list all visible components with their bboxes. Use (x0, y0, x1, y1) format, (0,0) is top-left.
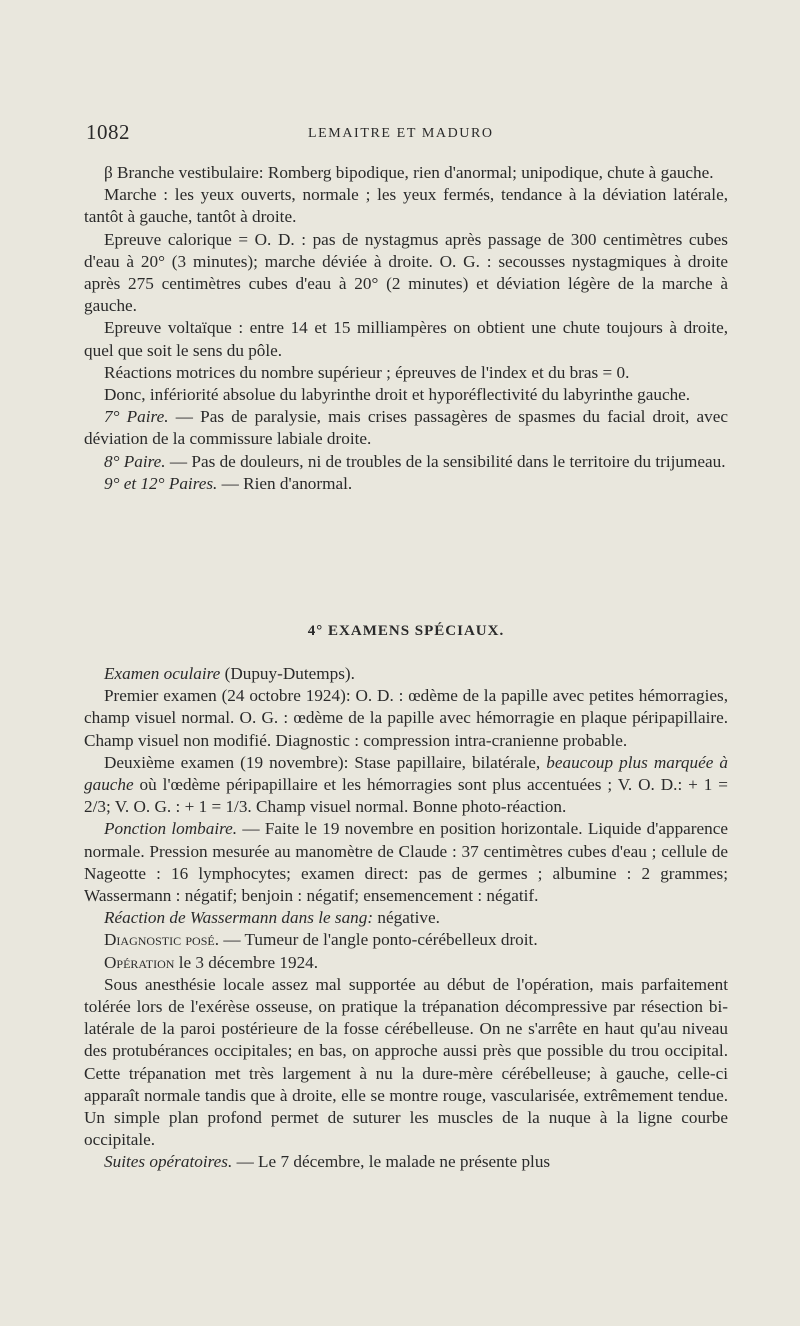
running-head: LEMAITRE ET MADURO (308, 126, 494, 141)
paragraph-lead: Opération (104, 952, 175, 972)
paragraph: Marche : les yeux ouverts, normale ; les yeux fermés, tendance à la déviation latérale, tantôt à gauche, tantôt à droite. (84, 185, 728, 227)
paragraph: Diagnostic posé. — Tumeur de l'angle ponto-cérébelleux droit. (104, 930, 538, 950)
paragraph-lead: Réaction de Wassermann dans le sang: (104, 908, 374, 928)
page-header (86, 120, 726, 150)
paragraph: Opération le 3 décembre 1924. (104, 952, 319, 972)
paragraph-lead: Diagnostic posé. (104, 930, 220, 950)
paragraph: 9° et 12° Paires. — Rien d'anormal. (104, 473, 353, 493)
paragraph-lead: 9° et 12° Paires. (104, 473, 218, 493)
paragraph-lead: Suites opératoires. (104, 1152, 233, 1172)
paragraph: Suites opératoires. — Le 7 décembre, le malade ne présente plus (104, 1152, 551, 1172)
paragraph-lead: 7° Paire. (104, 407, 169, 427)
section-heading: 4° EXAMENS SPÉCIAUX. (307, 623, 505, 639)
paragraph: Réactions motrices du nombre supérieur ; épreuves de l'index et du bras = 0. (104, 362, 630, 382)
paragraph: Donc, infériorité absolue du labyrinthe droit et hyporéflectivité du labyrinthe gauche. (104, 385, 691, 405)
page-number: 1082 (86, 120, 130, 144)
paragraph: β Branche vestibulaire: Romberg bipodique, rien d'anormal; unipodique, chute à gauche. (104, 163, 714, 182)
paragraph: Réaction de Wassermann dans le sang: négative. (104, 908, 440, 928)
paragraph: Sous anesthésie locale assez mal supportée au début de l'opération, mais parfaitement tolérée lors de l'exérèse osseuse, on pratique la trépanation décompressive par résection bi-latérale de la paroi postérieure de la fosse cérébelleuse. On ne s'arrête en haut qu'au niveau des protubérances occipitales; en bas, on approche aussi près que possible du trou occipital. Cette trépanation met très largement à nu la dure-mère cérébelleuse; à gauche, celle-ci apparaît normale tandis que à droite, elle se montre rouge, vascularisée, extrêmement tendue. Un simple plan profond permet de suturer les muscles de la nuque à la ligne courbe occipitale. (84, 974, 728, 1150)
paragraph: Examen oculaire (Dupuy-Dutemps). (104, 664, 355, 683)
paragraph-lead: Examen oculaire (104, 664, 221, 683)
paragraph: Epreuve calorique = O. D. : pas de nystagmus après passage de 300 centimètres cubes d'eau à 20° (3 minutes); marche déviée à droite. O. G. : secousses nystagmiques à droite après 275 centimètres cubes d'eau à 20° (2 minutes) et déviation légère de la marche à gauche. (84, 229, 728, 316)
paragraph: Deuxième examen (19 novembre): Stase papillaire, bilatérale, beaucoup plus marquée à gauche où l'œdème péripapillaire et les hémorragies sont plus accentuées ; V. O. D.: + 1 = 2/3; V. O. G. : + 1 = 1/3. Champ visuel normal. Bonne photo-réaction. (84, 752, 728, 817)
paragraph: Premier examen (24 octobre 1924): O. D. : œdème de la papille avec petites hémorragies, champ visuel normal. O. G. : œdème de la papille avec hémorragie en plaque péripapillaire. Champ visuel non modifié. Diagnostic : compression intra-cranienne probable. (84, 686, 728, 750)
body-text-lower (84, 663, 728, 1174)
paragraph-lead: Ponction lombaire. (104, 819, 238, 839)
paragraph: Ponction lombaire. — Faite le 19 novembre en position horizontale. Liquide d'apparence normale. Pression mesurée au manomètre de Claude : 37 centimètres cubes d'eau ; cellule de Nageotte : 16 lymphocytes; examen direct: pas de germes ; albumine : 2 grammes; Wassermann : négatif; benjoin : négatif; ensemencement : négatif. (84, 819, 728, 906)
paragraph-lead: 8° Paire. (104, 451, 166, 471)
paragraph: 7° Paire. — Pas de paralysie, mais crises passagères de spasmes du facial droit, avec déviation de la commissure labiale droite. (84, 407, 729, 449)
body-text-upper (84, 162, 728, 495)
paragraph: Epreuve voltaïque : entre 14 et 15 milliampères on obtient une chute toujours à droite, quel que soit le sens du pôle. (84, 318, 728, 360)
paragraph: 8° Paire. — Pas de douleurs, ni de troubles de la sensibilité dans le territoire du trijumeau. (104, 451, 726, 471)
